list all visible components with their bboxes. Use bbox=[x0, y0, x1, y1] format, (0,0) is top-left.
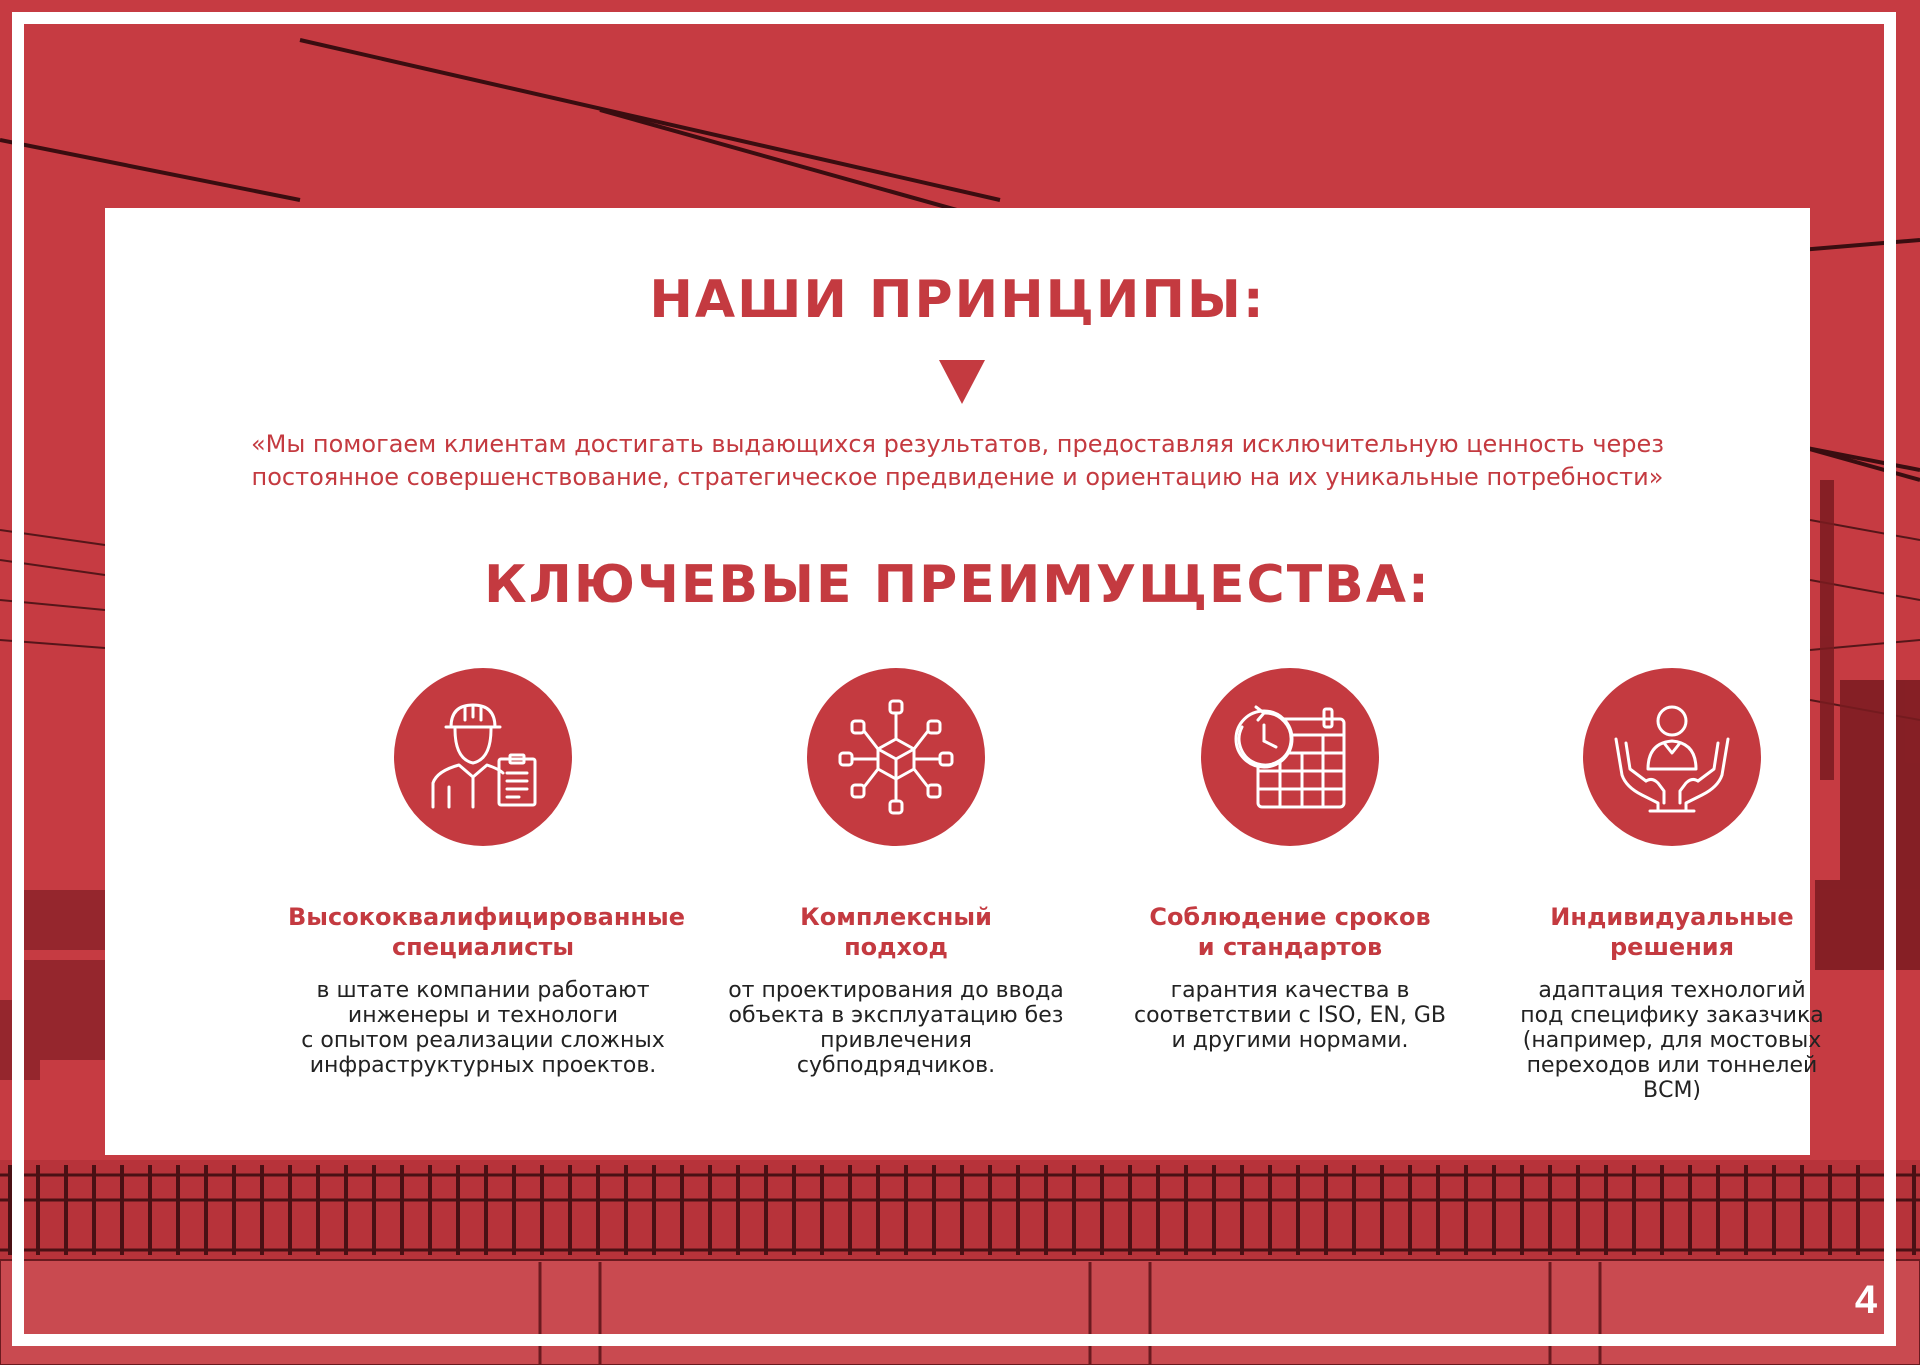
feature-title: Индивидуальные решения bbox=[1550, 903, 1794, 961]
feature-icon-circle bbox=[1201, 668, 1379, 846]
down-triangle-icon bbox=[939, 360, 985, 404]
feature-description: в штате компании работают инженеры и технологи с опытом реализации сложных инфраструктурных проектов. bbox=[301, 978, 665, 1078]
engineer-icon bbox=[413, 687, 553, 827]
feature-deadlines-standards bbox=[1095, 668, 1485, 1053]
feature-description: от проектирования до ввода объекта в эксплуатацию без привлечения субподрядчиков. bbox=[728, 978, 1064, 1078]
quote-line-1: «Мы помогаем клиентам достигать выдающихся результатов, предоставляя исключительную ценность через bbox=[250, 430, 1665, 458]
feature-icon-circle bbox=[1583, 668, 1761, 846]
advantages-title: КЛЮЧЕВЫЕ ПРЕИМУЩЕСТВА: bbox=[484, 555, 1431, 615]
principles-quote bbox=[145, 428, 1770, 494]
feature-specialists bbox=[288, 668, 685, 1078]
feature-description: гарантия качества в соответствии с ISO, EN, GB и другими нормами. bbox=[1134, 978, 1446, 1053]
feature-icon-circle bbox=[394, 668, 572, 846]
principles-title: НАШИ ПРИНЦИПЫ: bbox=[649, 270, 1266, 330]
calendar-clock-icon bbox=[1220, 687, 1360, 827]
feature-complex-approach bbox=[701, 668, 1091, 1078]
page-number: 4 bbox=[1854, 1278, 1878, 1322]
feature-title: Высококвалифицированные специалисты bbox=[288, 903, 685, 961]
feature-icon-circle bbox=[807, 668, 985, 846]
feature-title: Соблюдение сроков и стандартов bbox=[1149, 903, 1431, 961]
feature-individual-solutions bbox=[1477, 668, 1867, 1103]
feature-description: адаптация технологий под специфику заказчика (например, для мостовых переходов или тоннелей ВСМ) bbox=[1520, 978, 1824, 1103]
feature-title: Комплексный подход bbox=[800, 903, 992, 961]
network-cube-icon bbox=[826, 687, 966, 827]
quote-line-2: постоянное совершенствование, стратегическое предвидение и ориентацию на их уникальные потребности» bbox=[251, 463, 1664, 491]
content-panel bbox=[105, 208, 1824, 1155]
hands-person-icon bbox=[1602, 687, 1742, 827]
